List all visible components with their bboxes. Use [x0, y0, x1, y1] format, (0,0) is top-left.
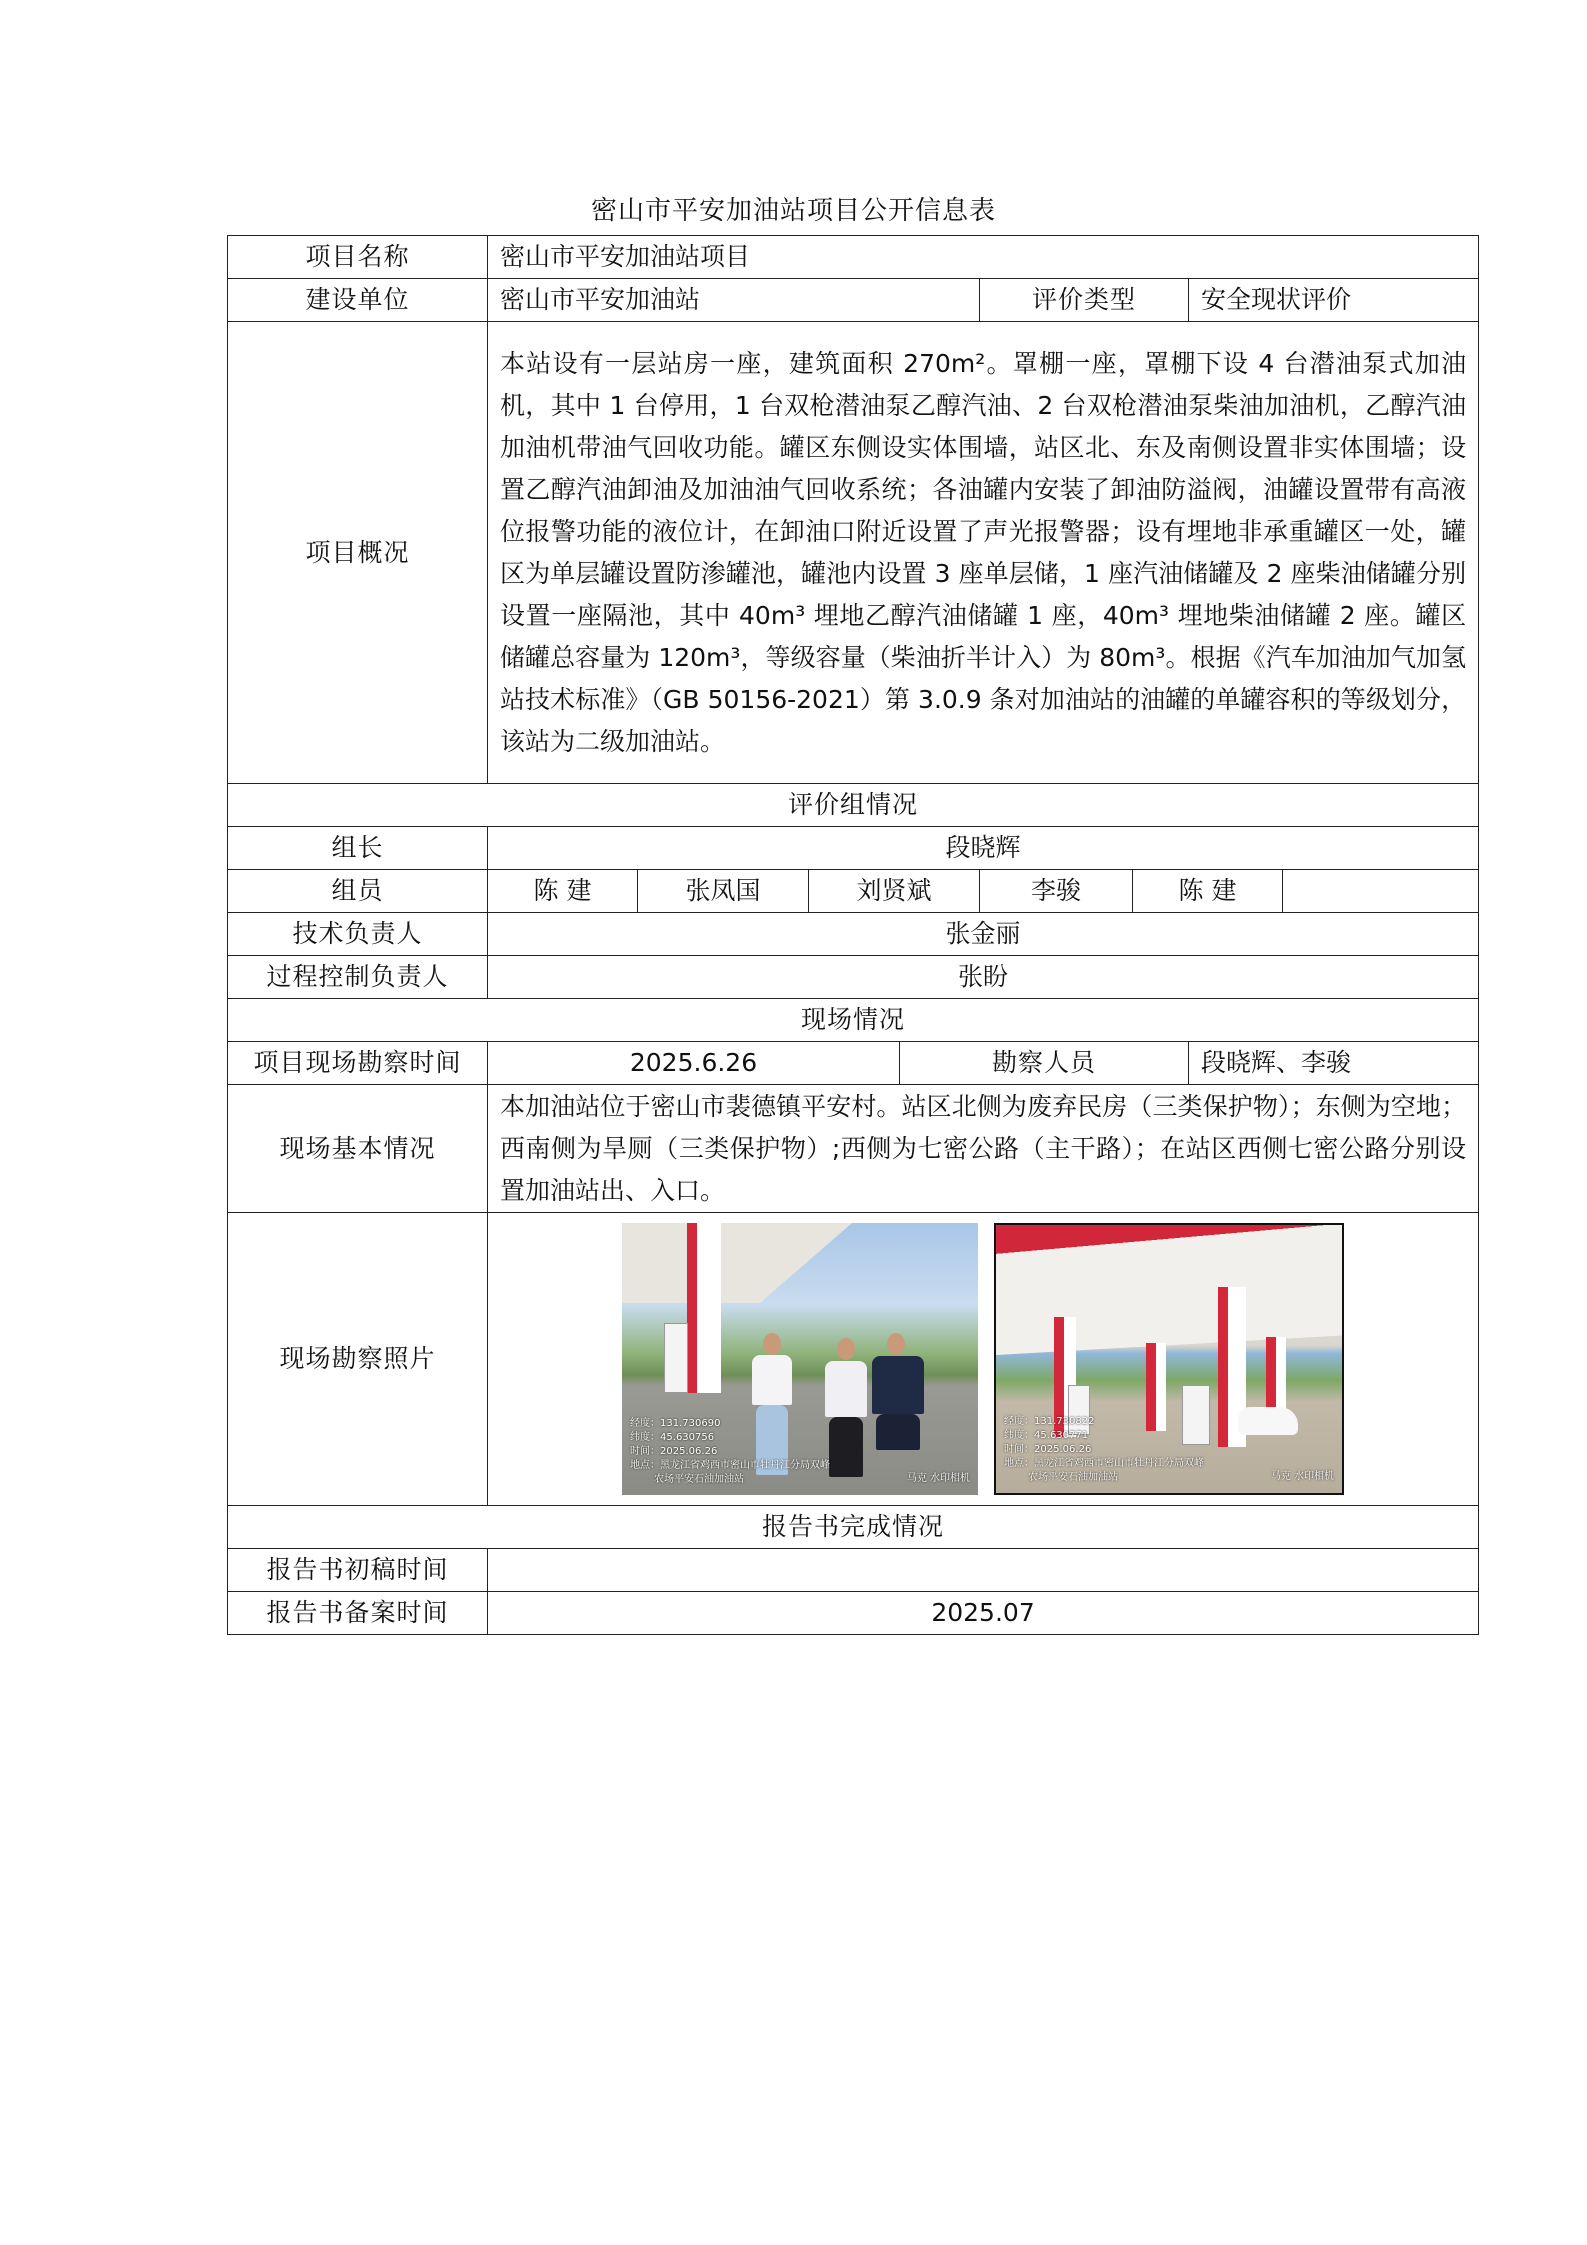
process-lead-value: 张盼 — [488, 956, 1479, 999]
car — [1238, 1407, 1298, 1435]
site-photo-team — [622, 1223, 978, 1495]
tech-lead-value: 张金丽 — [488, 913, 1479, 956]
watermark-longitude: 经度：131.730690 — [630, 1418, 721, 1429]
canopy-pillar — [687, 1223, 721, 1393]
tech-lead-label: 技术负责人 — [228, 913, 488, 956]
member-cell: 李骏 — [980, 870, 1133, 913]
person-trousers — [829, 1417, 863, 1477]
eval-type-value: 安全现状评价 — [1189, 279, 1479, 322]
watermark-stamp: 马克 水印相机 — [906, 1473, 971, 1484]
person-head — [887, 1333, 905, 1355]
person-shorts — [876, 1414, 920, 1450]
member-cell: 陈 建 — [488, 870, 638, 913]
draft-time-label: 报告书初稿时间 — [228, 1549, 488, 1592]
survey-time-label: 项目现场勘察时间 — [228, 1042, 488, 1085]
member-cell: 张凤国 — [638, 870, 809, 913]
person-shirt — [825, 1361, 867, 1417]
canopy-shape — [996, 1225, 1342, 1355]
watermark-place: 地点：黑龙江省鸡西市密山市牡丹江分局双峰 — [1004, 1458, 1205, 1469]
watermark-time: 时间：2025.06.26 — [1004, 1444, 1092, 1455]
watermark-stamp: 马克 水印相机 — [1270, 1471, 1335, 1482]
leader-value: 段晓辉 — [488, 827, 1479, 870]
builder-label: 建设单位 — [228, 279, 488, 322]
person-shirt — [752, 1355, 792, 1405]
surveyors-label: 勘察人员 — [900, 1042, 1189, 1085]
site-basic-label: 现场基本情况 — [228, 1085, 488, 1213]
document-title: 密山市平安加油站项目公开信息表 — [590, 196, 996, 226]
site-section-title: 现场情况 — [228, 999, 1479, 1042]
survey-time-value: 2025.6.26 — [488, 1042, 900, 1085]
process-lead-label: 过程控制负责人 — [228, 956, 488, 999]
overview-label: 项目概况 — [228, 322, 488, 784]
site-photo-station — [994, 1223, 1344, 1495]
watermark-longitude: 经度：131.730822 — [1004, 1416, 1095, 1427]
overview-text: 本站设有一层站房一座，建筑面积 270m²。罩棚一座，罩棚下设 4 台潜油泵式加油机，其中 1 台停用，1 台双枪潜油泵乙醇汽油、2 台双枪潜油泵柴油加油机，乙醇汽油加油机带油气回收功能。罐区东侧设实体围墙，站区北、东及南侧设置非实体围墙；设置乙醇汽油卸油及加油油气回收系统；各油罐内安装了卸油防溢阀，油罐设置带有高液位报警功能的液位计，在卸油口附近设置了声光报警器；设有埋地非承重罐区一处，罐区为单层罐设置防渗罐池，罐池内设置 3 座单层储，1 座汽油储罐及 2 座柴油储罐分别设置一座隔池，其中 40m³ 埋地乙醇汽油储罐 1 座，40m³ 埋地柴油储罐 2 座。罐区储罐总容量为 120m³，等级容量（柴油折半计入）为 80m³。根据《汽车加油加气加氢站技术标准》（GB 50156-2021）第 3.0.9 条对加油站的油罐的单罐容积的等级划分，该站为二级加油站。 — [488, 322, 1479, 784]
members-row — [228, 870, 1479, 913]
canopy-shape — [622, 1223, 852, 1303]
watermark-place-2: 农场平安石油加油站 — [654, 1474, 745, 1485]
surveyors-value: 段晓辉、李骏 — [1189, 1042, 1479, 1085]
watermark-time: 时间：2025.06.26 — [630, 1446, 718, 1457]
filing-time-value: 2025.07 — [488, 1592, 1479, 1635]
photo-watermark — [1004, 1415, 1204, 1485]
site-basic-text: 本加油站位于密山市裴德镇平安村。站区北侧为废弃民房（三类保护物）；东侧为空地；西南侧为旱厕（三类保护物）;西侧为七密公路（主干路）；在站区西侧七密公路分别设置加油站出、入口。 — [488, 1085, 1479, 1213]
filing-time-label: 报告书备案时间 — [228, 1592, 488, 1635]
site-photos-label: 现场勘察照片 — [228, 1213, 488, 1506]
leader-label: 组长 — [228, 827, 488, 870]
report-section-title: 报告书完成情况 — [228, 1506, 1479, 1549]
site-photos-cell — [488, 1213, 1479, 1506]
project-name-value: 密山市平安加油站项目 — [488, 236, 1479, 279]
info-table — [227, 235, 1479, 1635]
watermark-latitude: 纬度：45.630771 — [1004, 1430, 1089, 1441]
member-cell: 陈 建 — [1133, 870, 1283, 913]
eval-type-label: 评价类型 — [980, 279, 1189, 322]
member-cell: 刘贤斌 — [809, 870, 980, 913]
watermark-place-2: 农场平安石油加油站 — [1028, 1472, 1119, 1483]
project-name-label: 项目名称 — [228, 236, 488, 279]
photo-watermark — [630, 1417, 830, 1487]
member-cell — [1283, 870, 1479, 913]
watermark-place: 地点：黑龙江省鸡西市密山市牡丹江分局双峰 — [630, 1460, 831, 1471]
person-head — [837, 1338, 855, 1360]
person-shirt — [872, 1356, 924, 1414]
draft-time-value — [488, 1549, 1479, 1592]
team-section-title: 评价组情况 — [228, 784, 1479, 827]
fuel-dispenser — [664, 1323, 688, 1393]
watermark-latitude: 纬度：45.630756 — [630, 1432, 715, 1443]
person-head — [763, 1333, 781, 1355]
members-label: 组员 — [228, 870, 488, 913]
builder-value: 密山市平安加油站 — [488, 279, 980, 322]
